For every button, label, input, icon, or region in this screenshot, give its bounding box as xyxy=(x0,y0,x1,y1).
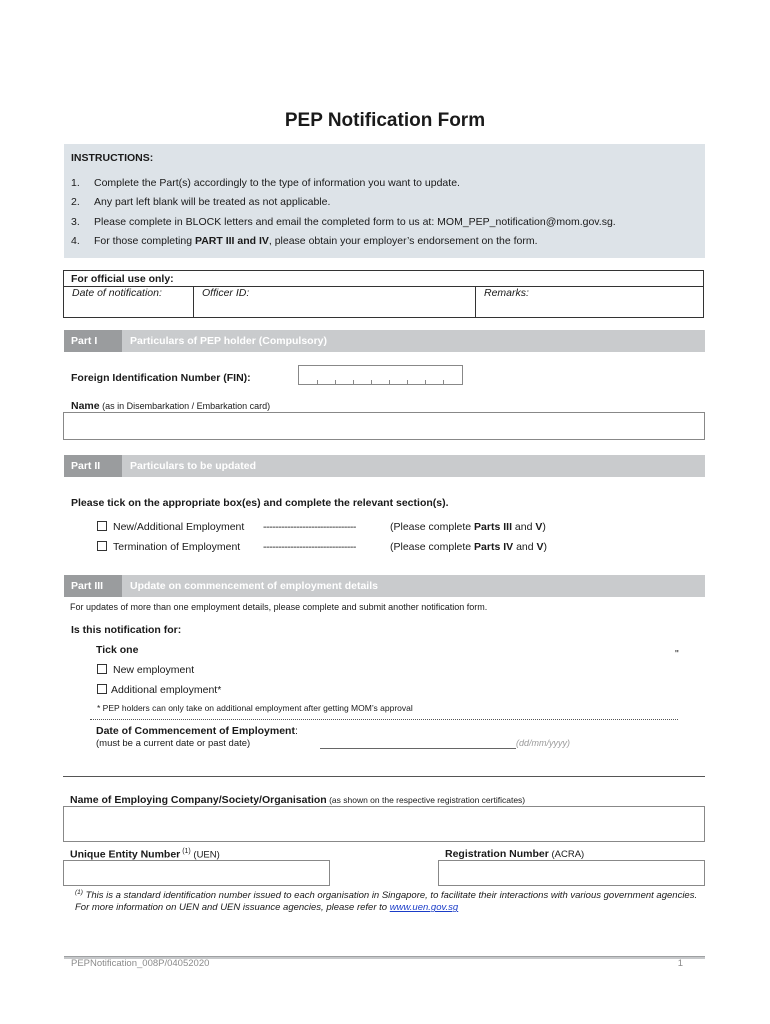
instruction-text-bold: PART III and IV xyxy=(194,235,269,247)
date-of-notification-cell[interactable] xyxy=(64,286,194,318)
pep-approval-note: * PEP holders can only take on additional employment after getting MOM’s approval xyxy=(97,703,413,713)
uen-superscript: (1) xyxy=(180,848,191,855)
instruction-text: Please complete in BLOCK letters and email the completed form to us at: MOM_PEP_notification@mom.gov.sg. xyxy=(94,216,616,228)
termination-checkbox[interactable] xyxy=(97,541,107,551)
name-hint: (as in Disembarkation / Embarkation card) xyxy=(99,401,271,411)
part1-tag: Part I xyxy=(64,330,122,352)
part1-header xyxy=(64,330,705,352)
option-dashes: ------------------------------- xyxy=(263,521,356,533)
instruction-item xyxy=(71,177,460,189)
uen-label: Unique Entity Number xyxy=(70,848,181,861)
company-label-row xyxy=(70,794,525,806)
tick-one-label: Tick one xyxy=(96,644,139,656)
fin-input[interactable] xyxy=(298,365,463,385)
page-footer xyxy=(64,956,705,969)
registration-label-row xyxy=(445,848,584,860)
page-number: 1 xyxy=(677,958,683,969)
option-instruction: (Please complete Parts III and V) xyxy=(390,521,546,533)
new-additional-checkbox[interactable] xyxy=(97,521,107,531)
option-termination[interactable] xyxy=(97,541,657,553)
dotted-divider xyxy=(90,719,678,720)
commencement-date-input[interactable] xyxy=(320,738,580,750)
commencement-label-row: Date of Commencement of Employment: xyxy=(96,725,298,737)
date-placeholder: (dd/mm/yyyy) xyxy=(516,738,570,748)
registration-hint: (ACRA) xyxy=(548,849,585,860)
instruction-number: 2. xyxy=(71,196,80,208)
instruction-text: Complete the Part(s) accordingly to the type of information you want to update. xyxy=(94,177,460,189)
officer-id-cell[interactable] xyxy=(194,286,476,318)
instruction-text: Any part left blank will be treated as not applicable. xyxy=(94,196,331,208)
name-label: Name xyxy=(71,400,100,412)
additional-employment-label: Additional employment* xyxy=(111,684,222,696)
instruction-number: 3. xyxy=(71,216,80,228)
instruction-text-pre: For those completing xyxy=(94,235,195,247)
instruction-number: 4. xyxy=(71,235,80,247)
company-label: Name of Employing Company/Society/Organisation xyxy=(70,794,327,806)
uen-footnote xyxy=(75,887,700,914)
new-employment-label: New employment xyxy=(113,664,195,676)
name-label-row xyxy=(71,400,270,412)
company-name-input[interactable] xyxy=(63,806,705,842)
part3-note: For updates of more than one employment details, please complete and submit another notification form. xyxy=(70,602,488,612)
part2-prompt: Please tick on the appropriate box(es) and complete the relevant section(s). xyxy=(71,497,449,509)
option-new-additional[interactable] xyxy=(97,521,657,533)
official-use-heading: For official use only: xyxy=(71,273,174,285)
uen-hint: (UEN) xyxy=(190,849,220,861)
part2-tag: Part II xyxy=(64,455,122,477)
notification-question: Is this notification for: xyxy=(71,624,182,636)
part3-header xyxy=(64,575,705,597)
official-use-table xyxy=(63,270,704,318)
footnote-mark: (1) xyxy=(75,889,83,896)
commencement-date-hint: (must be a current date or past date) xyxy=(96,738,251,749)
instructions-panel xyxy=(64,144,705,258)
name-input[interactable] xyxy=(63,412,705,440)
form-title: PEP Notification Form xyxy=(284,110,486,131)
section-divider xyxy=(63,776,705,777)
registration-label: Registration Number xyxy=(445,848,549,860)
instruction-item xyxy=(71,196,330,208)
part2-title: Particulars to be updated xyxy=(130,460,257,472)
officer-id-label: Officer ID: xyxy=(202,287,250,299)
part1-title: Particulars of PEP holder (Compulsory) xyxy=(130,335,328,347)
instruction-number: 1. xyxy=(71,177,80,189)
part3-tag: Part III xyxy=(64,575,122,597)
option-label: New/Additional Employment xyxy=(113,521,245,533)
instruction-item xyxy=(71,235,538,247)
uen-website-link[interactable]: www.uen.gov.sg xyxy=(389,902,459,914)
remarks-label: Remarks: xyxy=(484,287,529,299)
uen-input[interactable] xyxy=(63,860,330,886)
instructions-heading: INSTRUCTIONS: xyxy=(71,152,154,164)
instruction-item xyxy=(71,216,616,228)
company-hint: (as shown on the respective registration certificates) xyxy=(326,795,526,805)
remarks-cell[interactable] xyxy=(476,286,703,318)
option-instruction: (Please complete Parts IV and V) xyxy=(390,541,548,553)
part3-title: Update on commencement of employment details xyxy=(130,580,378,592)
instruction-text-post: , please obtain your employer’s endorsement on the form. xyxy=(268,235,538,247)
form-code: PEPNotification_008P/04052020 xyxy=(71,958,210,969)
option-new-employment[interactable] xyxy=(97,664,194,676)
footnote-text: This is a standard identification number issued to each organisation in Singapore, to facilitate their interactions with various government agencies. For more information on UEN and UEN issuance agencies, please refer to xyxy=(75,890,698,914)
option-label: Termination of Employment xyxy=(113,541,241,553)
uen-label-row xyxy=(70,848,220,861)
fin-label: Foreign Identification Number (FIN): xyxy=(71,372,251,384)
registration-number-input[interactable] xyxy=(438,860,705,886)
stray-mark: " xyxy=(675,648,679,660)
new-employment-checkbox[interactable] xyxy=(97,664,107,674)
additional-employment-checkbox[interactable] xyxy=(97,684,107,694)
commencement-date-label: Date of Commencement of Employment xyxy=(96,725,295,737)
option-dashes: ------------------------------- xyxy=(263,541,356,553)
part2-header xyxy=(64,455,705,477)
option-additional-employment[interactable] xyxy=(97,684,221,696)
date-of-notification-label: Date of notification: xyxy=(72,287,162,299)
